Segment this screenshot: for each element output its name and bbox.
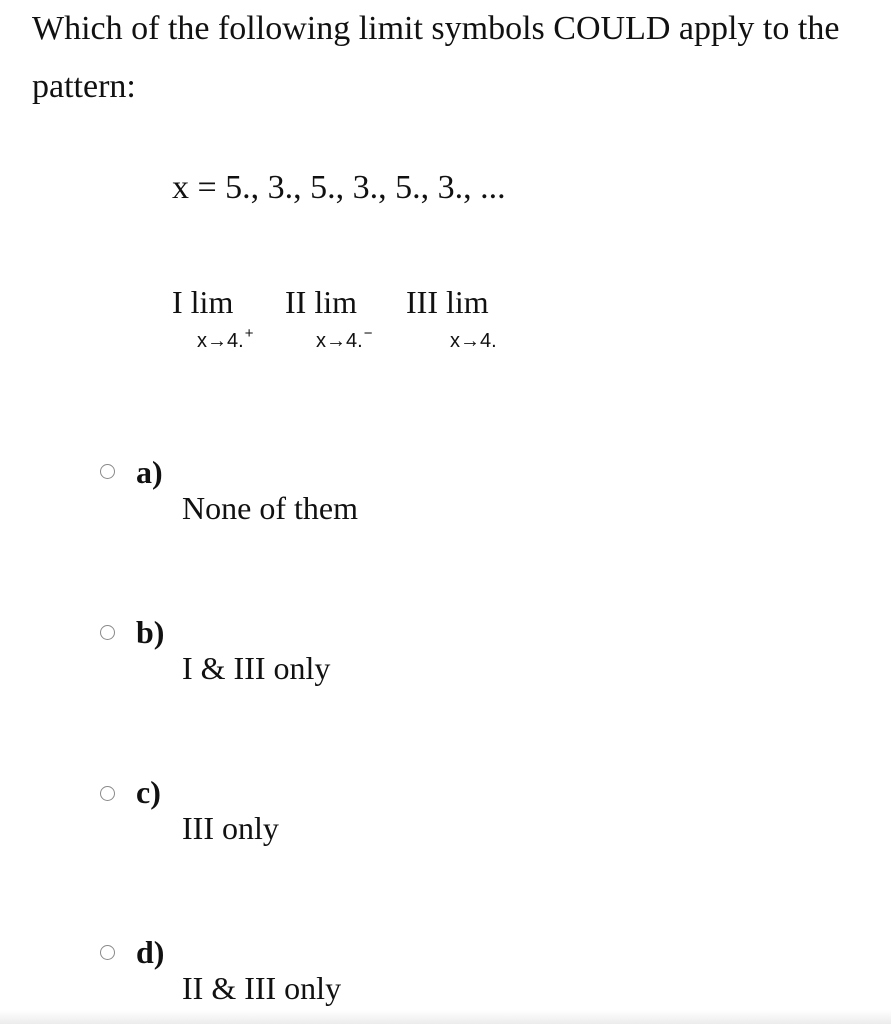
limit-two-approach: x→4. [316,330,363,352]
limit-two-subscript [316,322,372,353]
bottom-edge-shadow [0,1010,891,1024]
limit-three-approach: x→4. [450,330,497,352]
option-b-text: I & III only [182,650,331,686]
limit-one-label: I lim [172,284,234,320]
limit-one-subscript [197,322,253,353]
option-c-radio[interactable] [100,786,115,801]
question-text: Which of the following limit symbols COULD apply to the pattern: [32,10,840,105]
limit-three-subscript [450,322,498,353]
limit-two-label: II lim [285,284,357,320]
option-c-text: III only [182,810,279,846]
limit-two-side: − [363,325,373,342]
option-d-radio[interactable] [100,945,115,960]
option-a-radio[interactable] [100,464,115,479]
limit-one-approach: x→4. [197,330,244,352]
option-b-radio[interactable] [100,625,115,640]
option-d-text: II & III only [182,970,342,1006]
option-c-letter: c) [136,774,161,810]
limit-one-side: + [244,325,254,342]
option-d-letter: d) [136,934,165,970]
option-b-letter: b) [136,614,165,650]
option-a-letter: a) [136,454,163,490]
option-a-text: None of them [182,490,358,526]
limit-three-label: III lim [406,284,489,320]
sequence-pattern: x = 5., 3., 5., 3., 5., 3., ... [172,169,506,206]
